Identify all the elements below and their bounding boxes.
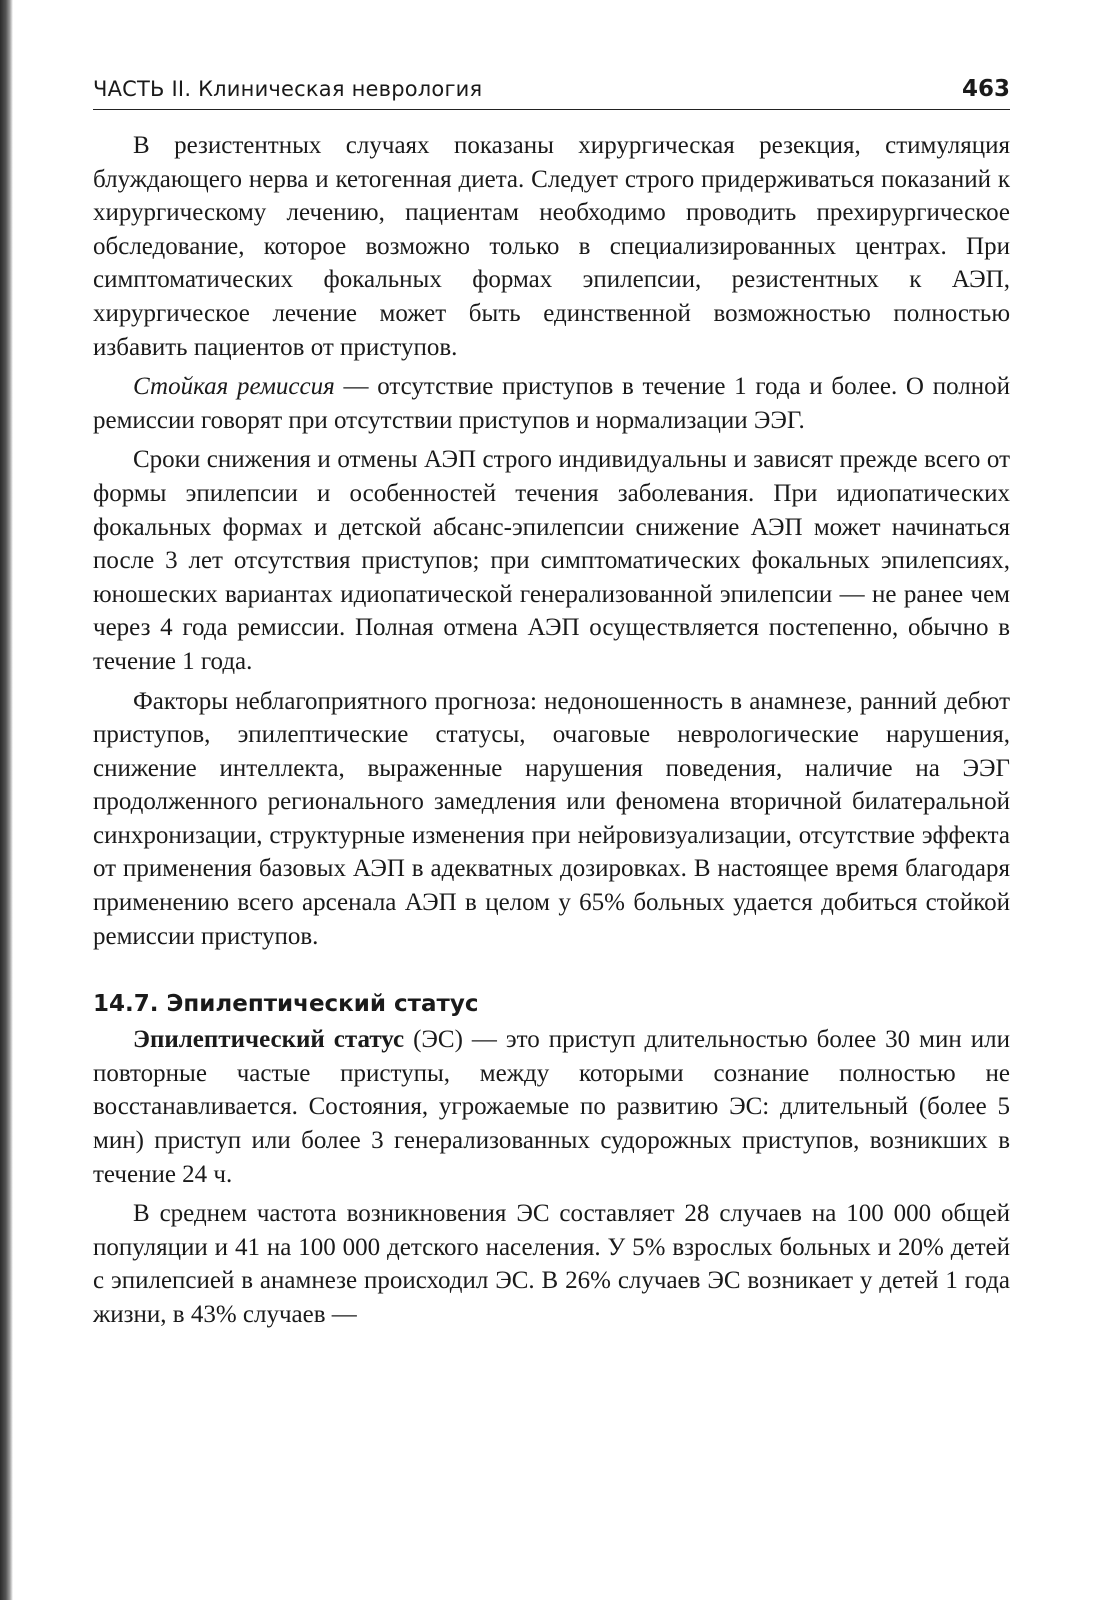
paragraph-text: Сроки снижения и отмены АЭП строго индивидуальны и зависят прежде всего от формы эпилепсии и особенностей течения заболевания. При идиопатических фокальных формах и детской абсанс-эпилепсии снижение АЭП может начинаться после 3 лет отсутствия приступов; при симптоматических фокальных эпилепсиях, юношеских вариантах идиопатической генерализованной эпилепсии — не ранее чем через 4 года ремиссии. Полная отмена АЭП осуществляется постепенно, обычно в течение 1 года. [93, 446, 1010, 675]
paragraph-withdrawal-timing [93, 443, 1010, 678]
paragraph-status-incidence [93, 1197, 1010, 1331]
paragraph-status-definition [93, 1023, 1010, 1191]
term-stable-remission: Стойкая ремиссия [133, 373, 335, 401]
section-heading: 14.7. Эпилептический статус [93, 991, 479, 1018]
paragraph-text: — отсутствие приступов в течение 1 года и более. О полной ремиссии говорят при отсутствии приступов и нормализации ЭЭГ. [93, 373, 1010, 434]
paragraph-surgical-treatment [93, 129, 1010, 364]
body-text [93, 129, 1010, 1332]
paragraph-text: (ЭС) — это приступ длительностью более 30 мин или повторные частые приступы, между которыми сознание полностью не восстанавливается. Состояния, угрожаемые по развитию ЭС: длительный (более 5 мин) приступ или более 3 генерализованных судорожных приступов, возникших в течение 24 ч. [93, 1026, 1010, 1188]
running-header [93, 76, 1010, 110]
paragraph-prognosis-factors [93, 685, 1010, 954]
paragraph-text: Факторы неблагоприятного прогноза: недоношенность в анамнезе, ранний дебют приступов, эпилептические статусы, очаговые неврологические нарушения, снижение интеллекта, выраженные нарушения поведения, наличие на ЭЭГ продолженного регионального замедления или феномена вторичной билатеральной синхронизации, структурные изменения при нейровизуализации, отсутствие эффекта от применения базовых АЭП в адекватных дозировках. В настоящее время благодаря применению всего арсенала АЭП в целом у 65% больных удается добиться стойкой ремиссии приступов. [93, 687, 1010, 950]
running-title: ЧАСТЬ II. Клиническая неврология [93, 77, 483, 101]
paragraph-text: В среднем частота возникновения ЭС составляет 28 случаев на 100 000 общей популяции и 41 на 100 000 детского населения. У 5% взрослых больных и 20% детей с эпилепсией в анамнезе происходил ЭС. В 26% случаев ЭС возникает у детей 1 года жизни, в 43% случаев — [93, 1200, 1010, 1328]
book-page [93, 76, 1010, 1338]
paragraph-text: В резистентных случаях показаны хирургическая резекция, стимуляция блуждающего нерва и кетогенная диета. Следует строго придерживаться показаний к хирургическому лечению, пациентам необходимо проводить прехирургическое обследование, которое возможно только в специализированных центрах. При симптоматических фокальных формах эпилепсии, резистентных к АЭП, хирургическое лечение может быть единственной возможностью полностью избавить пациентов от приступов. [93, 132, 1010, 361]
book-spine-shadow [0, 0, 13, 1600]
page-number: 463 [961, 76, 1010, 102]
term-status-epilepticus: Эпилептический статус [133, 1026, 405, 1054]
paragraph-stable-remission [93, 370, 1010, 437]
